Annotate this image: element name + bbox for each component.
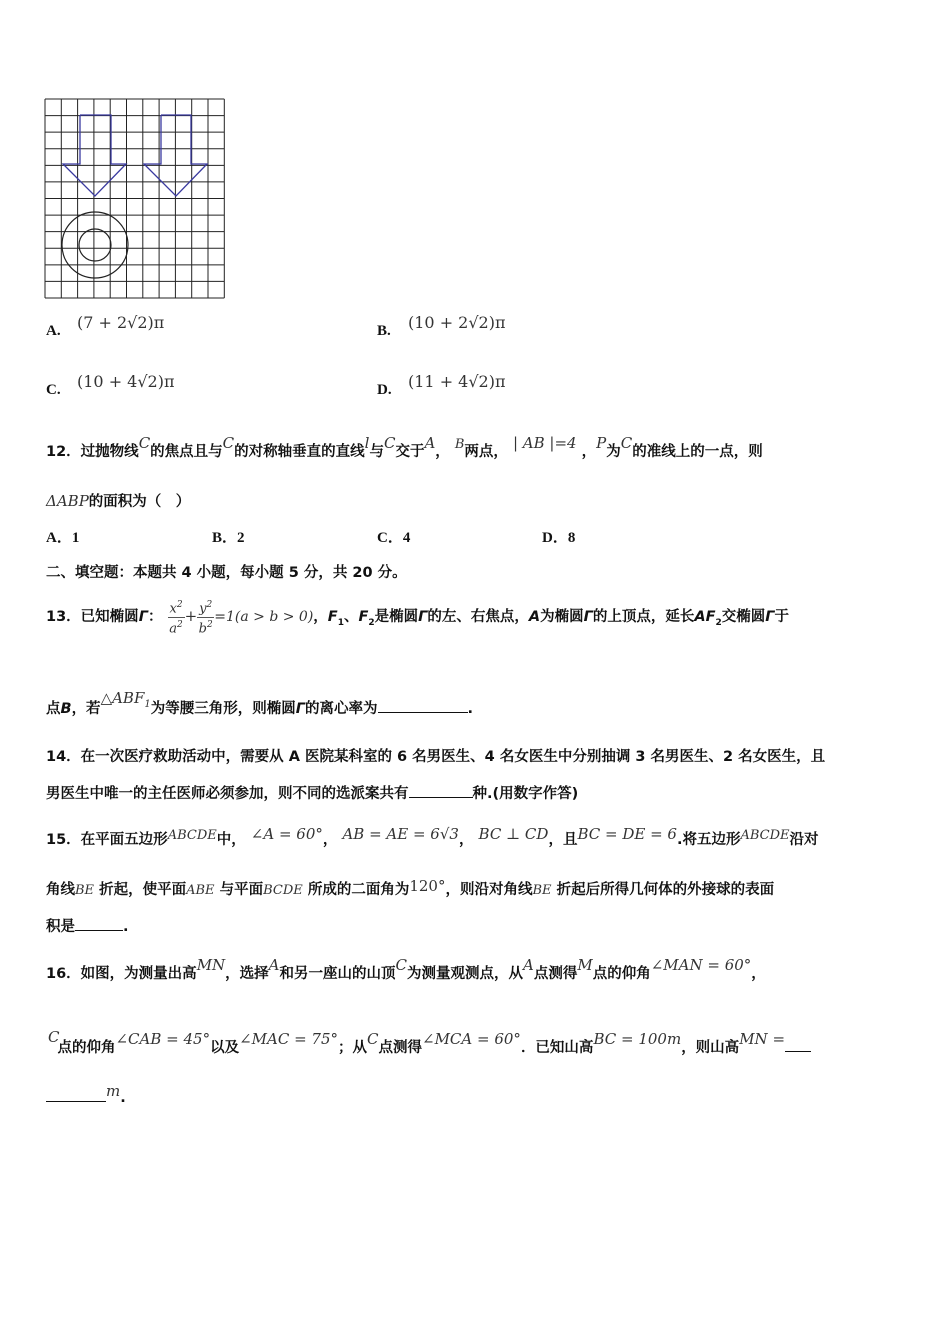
q11-option-d: D.	[377, 382, 392, 398]
section-heading: 二、填空题：本题共 4 小题，每小题 5 分，共 20 分。	[46, 565, 407, 581]
q11-option-b-value: (10 + 2√2)π	[408, 313, 506, 332]
q15-line1: 15．在平面五边形ABCDE中， ∠A = 60°， AB = AE = 6√3， BC ⊥ CD，且BC = DE = 6.将五边形ABCDE沿对	[46, 825, 819, 848]
answer-blank	[785, 1039, 811, 1052]
q16-line3: m.	[46, 1088, 126, 1106]
inner-circle	[79, 229, 111, 261]
grid-figure	[44, 98, 230, 300]
answer-blank	[378, 700, 468, 713]
q14-line1: 14．在一次医疗救助活动中，需要从 A 医院某科室的 6 名男医生、4 名女医生中分别抽调 3 名男医生、2 名女医生，且	[46, 749, 826, 765]
fraction-x2-a2: $\frac{x^2}{a^2}$	[169, 600, 183, 636]
q12-line2: ΔABP的面积为（ ）	[46, 492, 191, 510]
q11-option-a: A.	[46, 323, 61, 339]
q12-line1: 12．过抛物线C的焦点且与C的对称轴垂直的直线l与C交于A， B两点， | AB |=4 ，P为C的准线上的一点，则	[46, 434, 763, 460]
q12-options	[46, 526, 575, 547]
q11-option-a-value: (7 + 2√2)π	[77, 313, 165, 332]
q12-option-b: B．2	[212, 530, 245, 546]
q11-option-c: C.	[46, 382, 61, 398]
q15-line3: 积是 .	[46, 919, 129, 935]
q13-line1: 13．已知椭圆Γ： $\frac{x^2}{a^2}$ + $\frac{y^2}{b^2}$ =1(a > b > 0)，$F_1$、$F_2$是椭圆Γ的左、右焦点，A为椭圆Γ的上顶点，延长$AF_2$交椭圆Γ于	[46, 600, 790, 636]
q11-option-b: B.	[377, 323, 391, 339]
q15-line2: 角线BE 折起，使平面ABE 与平面BCDE 所成的二面角为120°，则沿对角线BE 折起后所得几何体的外接球的表面	[46, 877, 775, 898]
answer-blank-continued	[46, 1089, 106, 1102]
q12-option-a: A．1	[46, 530, 80, 546]
q13-line2: 点B，若△ABF$^1$为等腰三角形，则椭圆Γ的离心率为 .	[46, 689, 474, 717]
answer-blank	[75, 918, 123, 931]
answer-blank	[409, 785, 473, 798]
q12-option-c: C．4	[377, 530, 411, 546]
fraction-y2-b2: $\frac{y^2}{b^2}$	[198, 600, 213, 636]
q12-option-d: D．8	[542, 530, 576, 546]
left-arrow-shape	[63, 115, 126, 196]
q16-line2: C点的仰角∠CAB = 45°以及∠MAC = 75°；从C点测得∠MCA = 60°．已知山高BC = 100m，则山高MN =	[46, 1036, 811, 1057]
q11-option-c-value: (10 + 4√2)π	[77, 372, 175, 391]
q16-line1: 16．如图，为测量出高MN，选择A和另一座山的山顶C为测量观测点，从A点测得M点的仰角∠MAN = 60°，	[46, 956, 766, 982]
q14-line2: 男医生中唯一的主任医师必须参加，则不同的选派案共有 种.(用数字作答)	[46, 786, 579, 802]
q11-option-d-value: (11 + 4√2)π	[408, 372, 506, 391]
outer-circle	[62, 212, 128, 278]
